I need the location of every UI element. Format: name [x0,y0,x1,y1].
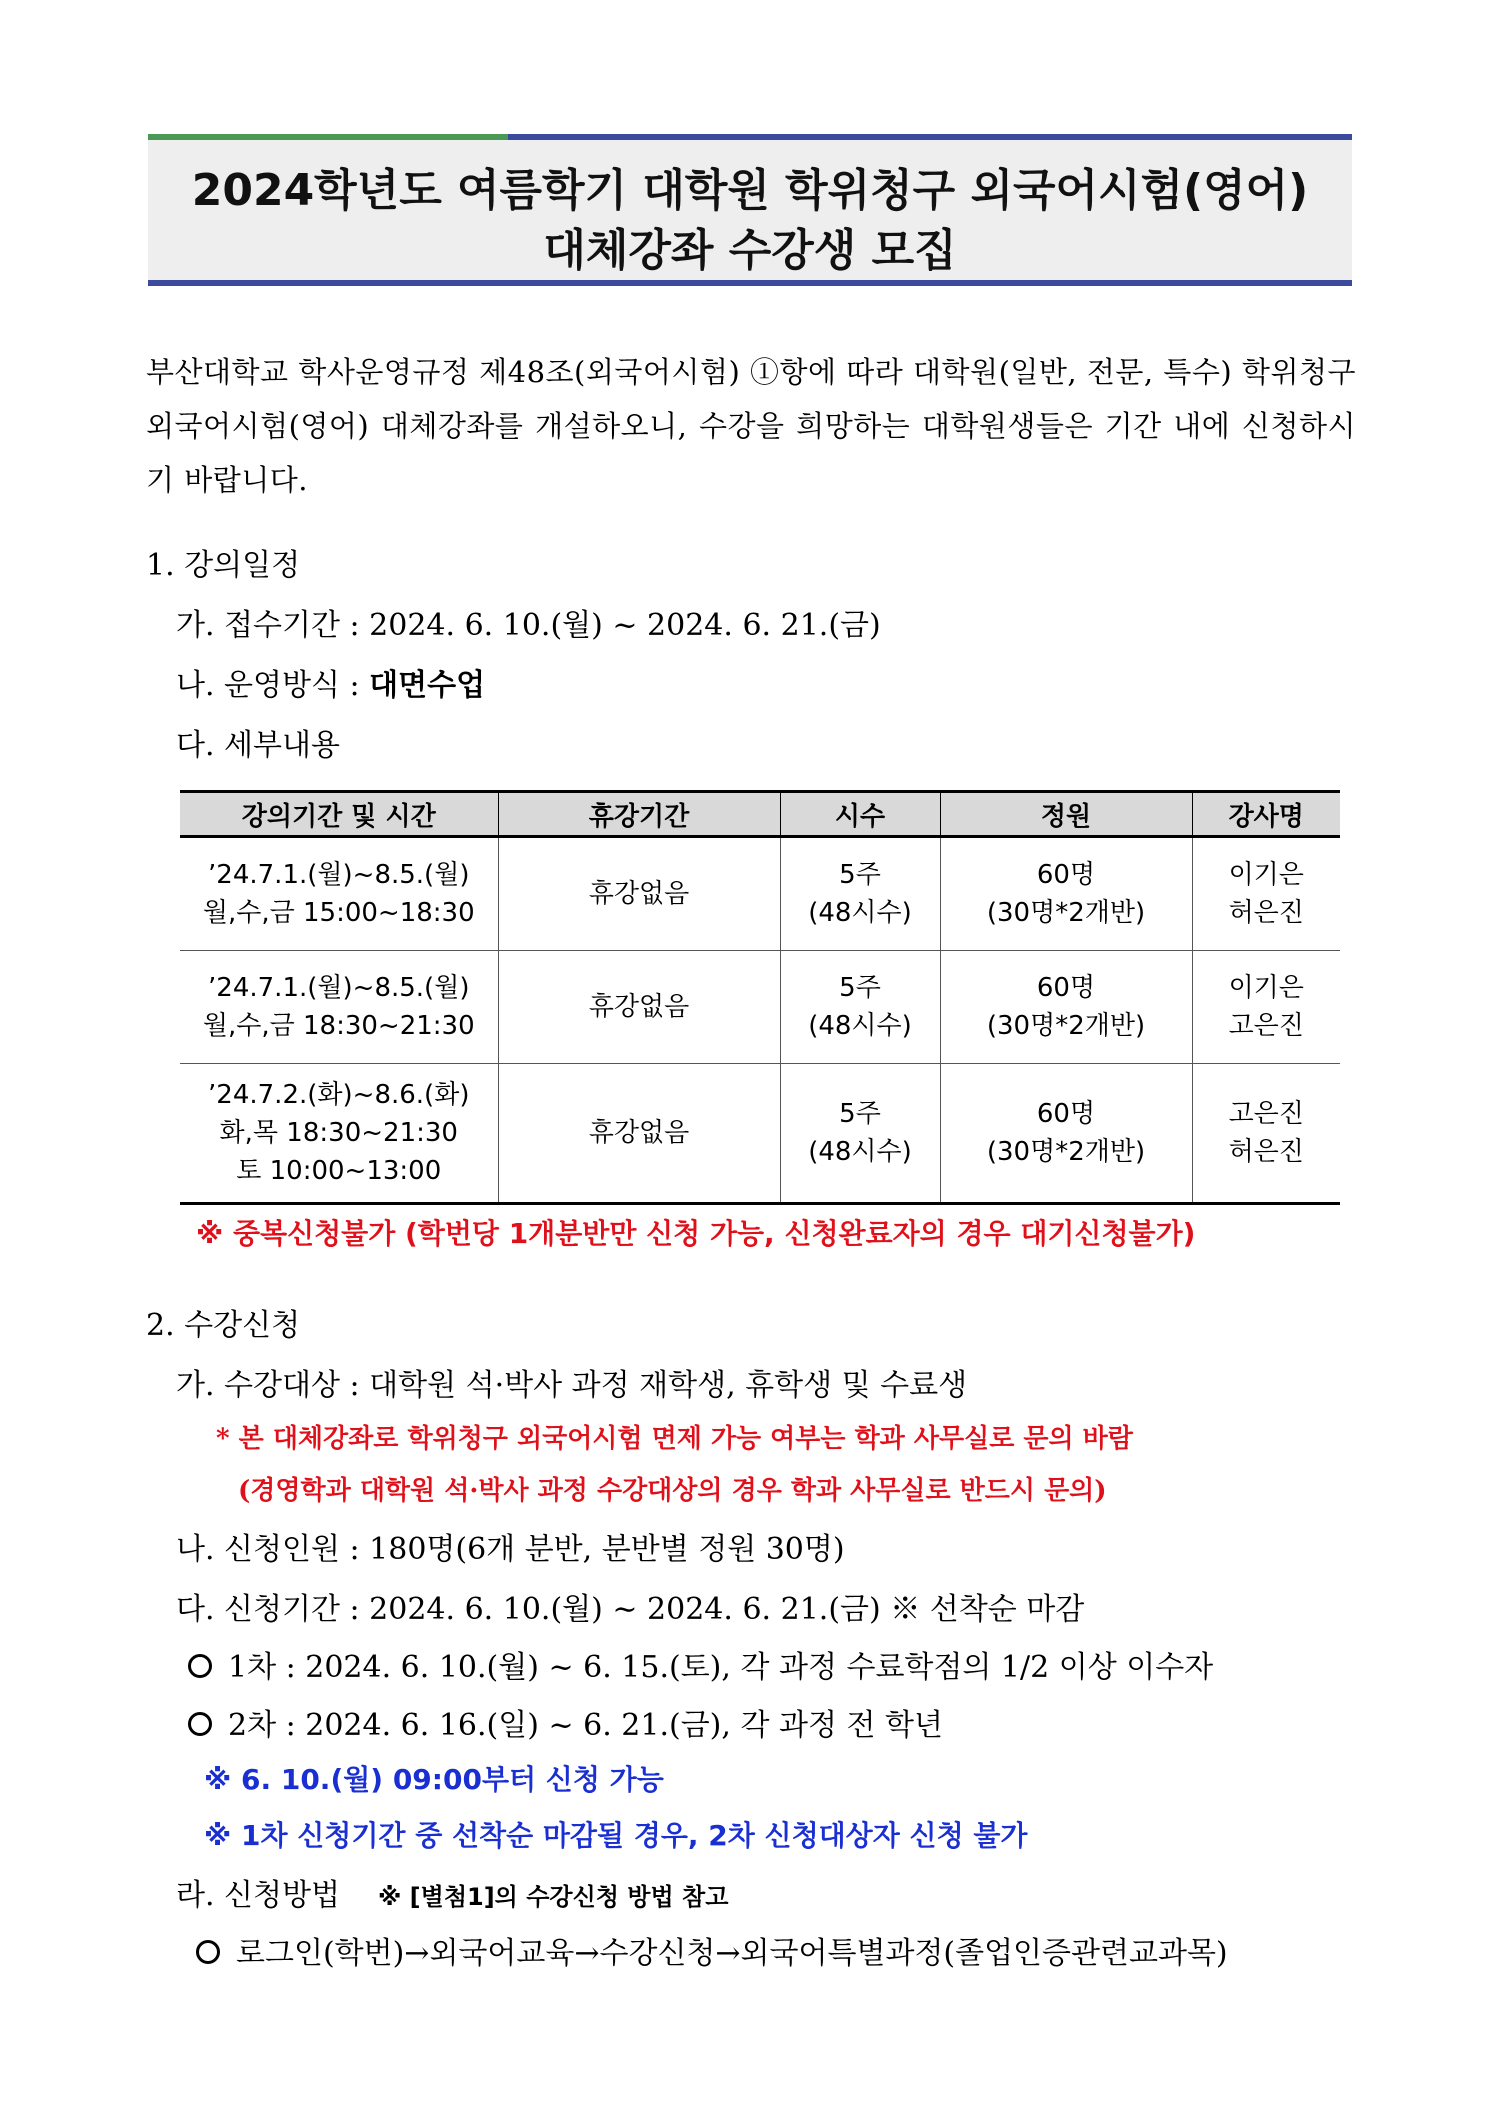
instructor-name: 이기은 [1228,973,1304,1003]
period-time: 월,수,금 15:00~18:30 [202,898,475,928]
section2-na: 나. 신청인원 : 180명(6개 분반, 분반별 정원 30명) [176,1532,845,1567]
hours-total: (48시수) [808,1137,912,1167]
instructor-name: 허은진 [1228,898,1304,928]
instructor-name: 이기은 [1228,860,1304,890]
header-hours: 시수 [780,792,940,837]
circle-bullet-icon [188,1654,212,1678]
section2-da: 다. 신청기간 : 2024. 6. 10.(월) ∼ 2024. 6. 21.(금) ※ 선착순 마감 [176,1592,1085,1627]
hours-weeks: 5주 [839,973,881,1003]
cell-period [180,951,498,1064]
table-row [180,1064,1340,1204]
duplicate-note: ※ 중복신청불가 (학번당 1개분반만 신청 가능, 신청완료자의 경우 대기신청불가) [196,1217,1196,1250]
instructor-name: 허은진 [1228,1137,1304,1167]
round2-text: 2차 : 2024. 6. 16.(일) ~ 6. 21.(금), 각 과정 전 학년 [228,1708,943,1743]
section1-na-label: 나. 운영방식 : [176,668,370,703]
blue-note-2: ※ 1차 신청기간 중 선착순 마감될 경우, 2차 신청대상자 신청 불가 [204,1819,1028,1852]
cell-instructor [1192,1064,1340,1204]
cell-instructor [1192,951,1340,1064]
title-box [148,134,1352,286]
cell-instructor [1192,837,1340,951]
cell-period [180,837,498,951]
section2-ra-label: 라. 신청방법 [176,1878,340,1913]
round2 [188,1700,943,1744]
header-capacity: 정원 [940,792,1192,837]
title-line-2: 대체강좌 수강생 모집 [543,225,957,276]
cell-capacity [940,1064,1192,1204]
section1-na-value: 대면수업 [369,668,486,703]
capacity-total: 60명 [1036,860,1096,890]
capacity-detail: (30명*2개반) [986,898,1146,928]
section1-heading: 1. 강의일정 [146,548,301,583]
blue-note-1: ※ 6. 10.(월) 09:00부터 신청 가능 [204,1763,664,1796]
round1 [188,1642,1213,1686]
login-path [196,1928,1228,1972]
section2-ra-note: ※ [별첨1]의 수강신청 방법 참고 [377,1883,729,1911]
cell-hours [780,837,940,951]
section1-ga: 가. 접수기간 : 2024. 6. 10.(월) ~ 2024. 6. 21.(금) [176,608,881,643]
instructor-name: 고은진 [1228,1011,1304,1041]
capacity-detail: (30명*2개반) [986,1011,1146,1041]
table-row [180,837,1340,951]
capacity-detail: (30명*2개반) [986,1137,1146,1167]
circle-bullet-icon [196,1940,220,1964]
intro-paragraph: 부산대학교 학사운영규정 제48조(외국어시험) ①항에 따라 대학원(일반, 전문, 특수) 학위청구 외국어시험(영어) 대체강좌를 개설하오니, 수강을 희망하는 대학원생들은 기간 내에 신청하시기 바랍니다. [146,355,1356,497]
period-time: 화,목 18:30~21:30 [219,1118,458,1148]
login-path-text: 로그인(학번)→외국어교육→수강신청→외국어특별과정(졸업인증관련교과목) [236,1936,1228,1971]
capacity-total: 60명 [1036,973,1096,1003]
table-header-row [180,792,1340,837]
cell-capacity [940,837,1192,951]
table-row [180,951,1340,1064]
hours-weeks: 5주 [839,860,881,890]
cell-break: 휴강없음 [498,1064,780,1204]
round1-text: 1차 : 2024. 6. 10.(월) ~ 6. 15.(토), 각 과정 수료학점의 1/2 이상 이수자 [228,1650,1214,1685]
section2-ga-note1: * 본 대체강좌로 학위청구 외국어시험 면제 가능 여부는 학과 사무실로 문의 바람 [216,1424,1133,1454]
period-time: 토 10:00~13:00 [236,1156,442,1186]
header-instructor: 강사명 [1192,792,1340,837]
section1-na [176,660,485,704]
circle-bullet-icon [188,1712,212,1736]
hours-total: (48시수) [808,1011,912,1041]
hours-weeks: 5주 [839,1099,881,1129]
schedule-table [180,790,1340,1205]
hours-total: (48시수) [808,898,912,928]
section2-ga-note2: (경영학과 대학원 석·박사 과정 수강대상의 경우 학과 사무실로 반드시 문의) [238,1476,1107,1506]
cell-break: 휴강없음 [498,837,780,951]
cell-hours [780,951,940,1064]
period-time: 월,수,금 18:30~21:30 [202,1011,475,1041]
cell-period [180,1064,498,1204]
cell-capacity [940,951,1192,1064]
title-bar-accent [148,134,508,140]
period-dates: ’24.7.2.(화)~8.6.(화) [208,1080,470,1110]
section2-ga: 가. 수강대상 : 대학원 석·박사 과정 재학생, 휴학생 및 수료생 [176,1368,968,1403]
section1-da: 다. 세부내용 [176,728,340,763]
section2-heading: 2. 수강신청 [146,1308,301,1343]
cell-break: 휴강없음 [498,951,780,1064]
title-bar-bottom [148,280,1352,286]
period-dates: ’24.7.1.(월)~8.5.(월) [208,973,470,1003]
section2-ra [176,1870,728,1914]
title-line-1: 2024학년도 여름학기 대학원 학위청구 외국어시험(영어) [191,165,1309,216]
cell-hours [780,1064,940,1204]
header-period: 강의기간 및 시간 [180,792,498,837]
header-break: 휴강기간 [498,792,780,837]
title-bar-top [148,134,1352,140]
capacity-total: 60명 [1036,1099,1096,1129]
instructor-name: 고은진 [1228,1099,1304,1129]
period-dates: ’24.7.1.(월)~8.5.(월) [208,860,470,890]
